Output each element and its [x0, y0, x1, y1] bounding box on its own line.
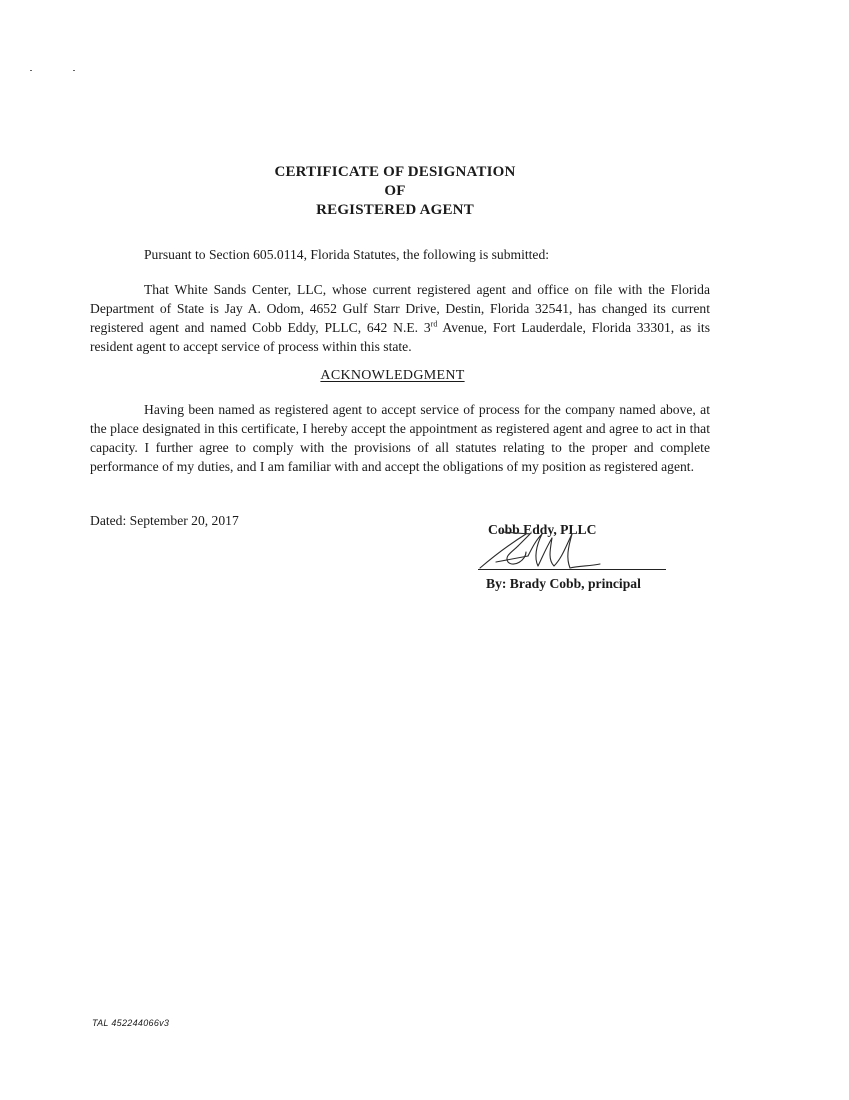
signature-line — [478, 569, 666, 570]
document-title-line-1: CERTIFICATE OF DESIGNATION — [274, 164, 516, 180]
scan-speck — [30, 70, 32, 71]
intro-paragraph: Pursuant to Section 605.0114, Florida Statutes, the following is submitted: — [144, 247, 550, 262]
dated-line: Dated: September 20, 2017 — [90, 513, 239, 528]
signer-name: By: Brady Cobb, principal — [486, 576, 641, 591]
scan-speck — [73, 70, 75, 71]
statement-paragraph — [90, 280, 710, 356]
statement-superscript: rd — [430, 319, 438, 329]
document-reference-number: TAL 452244066v3 — [92, 1018, 170, 1028]
statement-text-part-1: That White Sands Center, LLC, whose current registered agent and office on file with the Florida Department of State is Jay A. Odom, 4652 Gulf Starr Drive, Destin, Florida 32541, has changed its current registered agent and named Cobb Eddy, PLLC, 642 N.E. 3 — [90, 282, 710, 335]
document-title-line-3: REGISTERED AGENT — [316, 202, 474, 218]
document-title-line-2: OF — [384, 183, 406, 199]
acknowledgment-paragraph: Having been named as registered agent to accept service of process for the company named above, at the place designated in this certificate, I hereby accept the appointment as registered agent and agree to act in that capacity. I further agree to comply with the provisions of all statutes relating to the proper and complete performance of my duties, and I am familiar with and accept the obligations of my position as registered agent. — [90, 402, 710, 474]
handwritten-signature — [474, 518, 604, 582]
signature-company-name: Cobb Eddy, PLLC — [488, 522, 597, 537]
statement-text-part-2: Avenue, Fort Lauderdale, Florida 33301, as its resident agent to accept service of process within this state. — [90, 320, 710, 354]
acknowledgment-heading: ACKNOWLEDGMENT — [320, 368, 465, 383]
